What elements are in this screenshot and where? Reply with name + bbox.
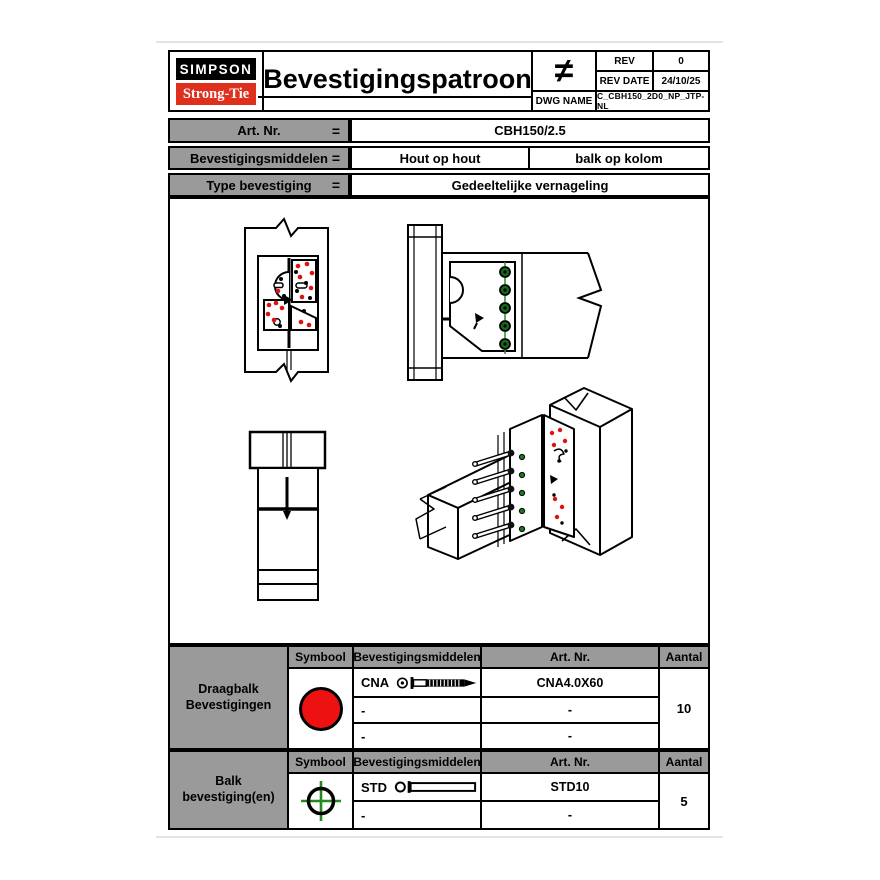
title-cell [264,52,531,110]
info-row-type [168,173,710,197]
fastener-cell [354,724,480,748]
logo-cell [170,52,262,110]
column-header-artnr: Art. Nr. [482,647,658,667]
dowel-icon [394,780,480,794]
technical-drawing [170,199,708,643]
row-label-line2: bevestiging(en) [182,790,275,804]
nail-heads [500,262,510,354]
column-header-middelen: Bevestigingsmiddelen [354,752,480,772]
equals-sign: = [331,122,340,139]
title-block [168,50,710,112]
rev-label: REV [597,52,652,70]
equals-sign: = [331,177,340,193]
artnr-cell: - [482,698,658,722]
column-header-artnr: Art. Nr. [482,752,658,772]
page-edge-bottom [156,836,723,838]
info-row-artnr [168,118,710,143]
fastener-table-draagbalk [168,645,710,750]
column-header-symbool: Symbool [289,647,352,667]
fastener-cell [354,774,480,800]
fastener-cell [354,802,480,828]
artnr-cell: - [482,802,658,828]
info-row-middelen [168,146,710,170]
column-header-middelen: Bevestigingsmiddelen [354,647,480,667]
info-label [170,120,348,141]
artnr-cell: STD10 [482,774,658,800]
not-equal-cell [533,52,595,90]
artnr-cell: CNA4.0X60 [482,669,658,696]
info-label [170,175,348,195]
drawing-area [168,197,710,645]
page-title: Bevestigingspatroon [258,64,537,98]
strongtie-logo: Strong-Tie [176,83,256,105]
fastener-cell [354,698,480,722]
symbol-cell [289,774,352,828]
aantal-cell: 10 [660,669,708,748]
aantal-cell: 5 [660,774,708,828]
symbol-cell [289,669,352,748]
fastener-name: STD [361,779,387,795]
rev-date-value: 24/10/25 [654,72,708,90]
view-isometric [416,388,632,559]
row-label-line1: Draagbalk [198,681,259,696]
rev-value: 0 [654,52,708,70]
fastener-name: - [361,807,366,823]
info-label-text: Art. Nr. [237,123,281,138]
artnr-cell: - [482,724,658,748]
page-edge-top [156,41,723,43]
fastener-name: CNA [361,675,390,690]
info-value-right: balk op kolom [530,148,708,168]
table-row-label [170,647,287,748]
column-header-aantal: Aantal [660,647,708,667]
fastener-name: - [361,728,366,744]
column-header-symbool: Symbool [289,752,352,772]
dwg-name-value: C_CBH150_2D0_NP_JTP-NL [597,92,708,110]
row-label-line1: Balk [215,774,242,789]
fastener-table-balk [168,750,710,830]
table-row-label [170,752,287,828]
red-circle-icon [299,687,343,731]
sheet-frame [168,50,710,830]
row-label-line2: Bevestigingen [185,697,272,712]
info-value: CBH150/2.5 [352,120,708,141]
rev-date-label: REV DATE [597,72,652,90]
view-front [245,219,328,381]
info-label-text: Bevestigingsmiddelen [190,150,328,166]
info-label [170,148,348,168]
view-side [408,225,601,380]
view-column [250,432,325,600]
info-label-text: Type bevestiging [206,177,312,193]
column-header-aantal: Aantal [660,752,708,772]
crosshair-icon [298,778,344,824]
fastener-cell [354,669,480,696]
dwg-name-label: DWG NAME [533,92,595,110]
simpson-logo: SIMPSON [176,58,256,80]
ring-nail-icon [396,675,480,691]
info-value-left: Hout op hout [352,148,528,168]
fastener-name: - [361,702,366,718]
info-value: Gedeeltelijke vernageling [352,175,708,195]
not-equal-icon: ≠ [554,52,574,90]
equals-sign: = [331,150,340,166]
